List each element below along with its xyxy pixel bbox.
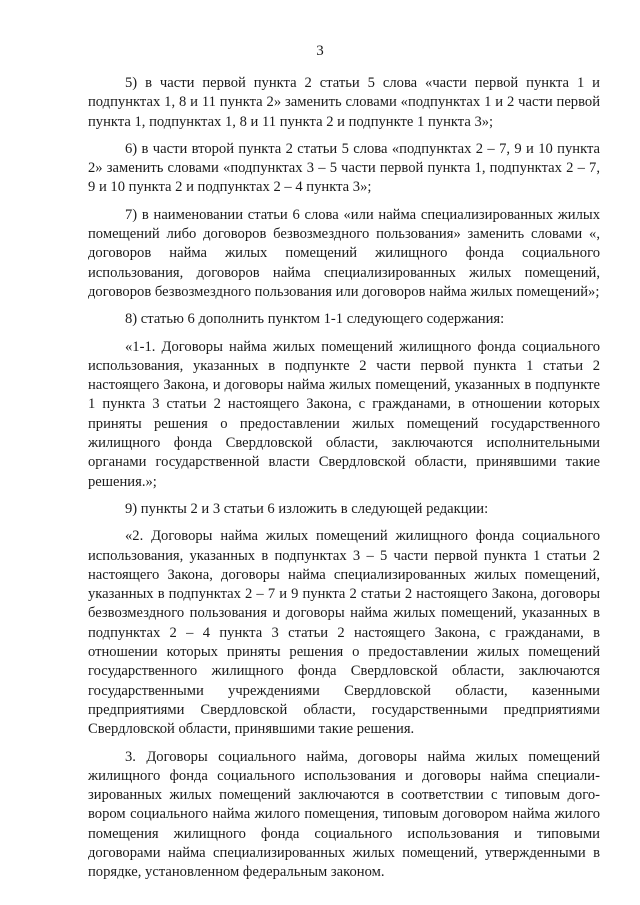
paragraph-item-9: 9) пункты 2 и 3 статьи 6 изложить в следующей редакции: (125, 500, 489, 517)
paragraph-clause-1-1: «1-1. Договоры найма жилых помещений жилищного фонда социального использования, указанных в подпункте 2 части первой пункта 1 статьи 2 настоящего Закона, и договоры найма жилых помещений, указанных в подпункте 1 пункта 3 статьи 2 настоящего Закона, с гражданами, в отношении которых приняты решения о предоставлении жилых помещений государственного жилищного фонда Свердловской области, заключаются исполнительными органами государственной власти Свердловской области, принявшими такие решения.»; (88, 338, 600, 490)
paragraph-item-5: 5) в части первой пункта 2 статьи 5 слова «части первой пункта 1 и подпунктах 1, 8 и 11 пункта 2» заменить словами «подпунктах 1 и 2 части первой пункта 1, подпунктах 1, 8 и 11 пункта 2 и подпункте 1 пункта 3»; (88, 75, 600, 130)
paragraph-clause-2: «2. Договоры найма жилых помещений жилищного фонда социального использования, указанных в подпунктах 3 – 5 части первой пункта 1 статьи 2 настоящего Закона, договоры найма специализированных жилых помещений, указанных в подпунктах 2 – 7 и 9 пункта 2 статьи 2 настоящего Закона, договоры безвозмездного пользования и договоры найма жилых помещений, указанных в подпунктах 2 – 4 пункта 3 статьи 2 настоящего Закона, с гражданами, в отношении которых приняты решения о предоставлении жилых помещений государственного жилищного фонда Свердловской области, заключаются государственными учреждениями Свердловской области, казенными предприятиями Свердловской области, государственными предприятиями Свердловской области, принявшими такие решения. (88, 528, 600, 738)
paragraph-clause-3: 3. Договоры социального найма, договоры найма жилых помещений жилищного фонда социального использования и договоры найма специализированных жилых помещений заключаются в соответствии с типовым договором социального найма жилого помещения, типовым договором найма жилого помещения жилищного фонда социального использования и типовыми договорами найма специализированных жилых помещений, утвержденными в порядке, установленном федеральным законом. (88, 748, 600, 881)
page-number: 3 (316, 43, 324, 59)
paragraph-item-6: 6) в части второй пункта 2 статьи 5 слова «подпунктах 2 – 7, 9 и 10 пункта 2» заменить словами «подпунктах 3 – 5 части первой пункта 1, подпунктах 2 – 7, 9 и 10 пункта 2 и подпунктах 2 – 4 пункта 3»; (88, 140, 600, 196)
document-body (88, 74, 600, 891)
paragraph-item-7: 7) в наименовании статьи 6 слова «или найма специализированных жилых помещений либо договоров безвозмездного пользования» заменить словами «, договоров найма жилых помещений жилищного фонда социального использования, договоров найма специализированных жилых помещений, договоров безвозмездного пользования или договоров найма жилых помещений»; (88, 206, 600, 300)
paragraph-item-8: 8) статью 6 дополнить пунктом 1-1 следующего содержания: (125, 311, 505, 328)
